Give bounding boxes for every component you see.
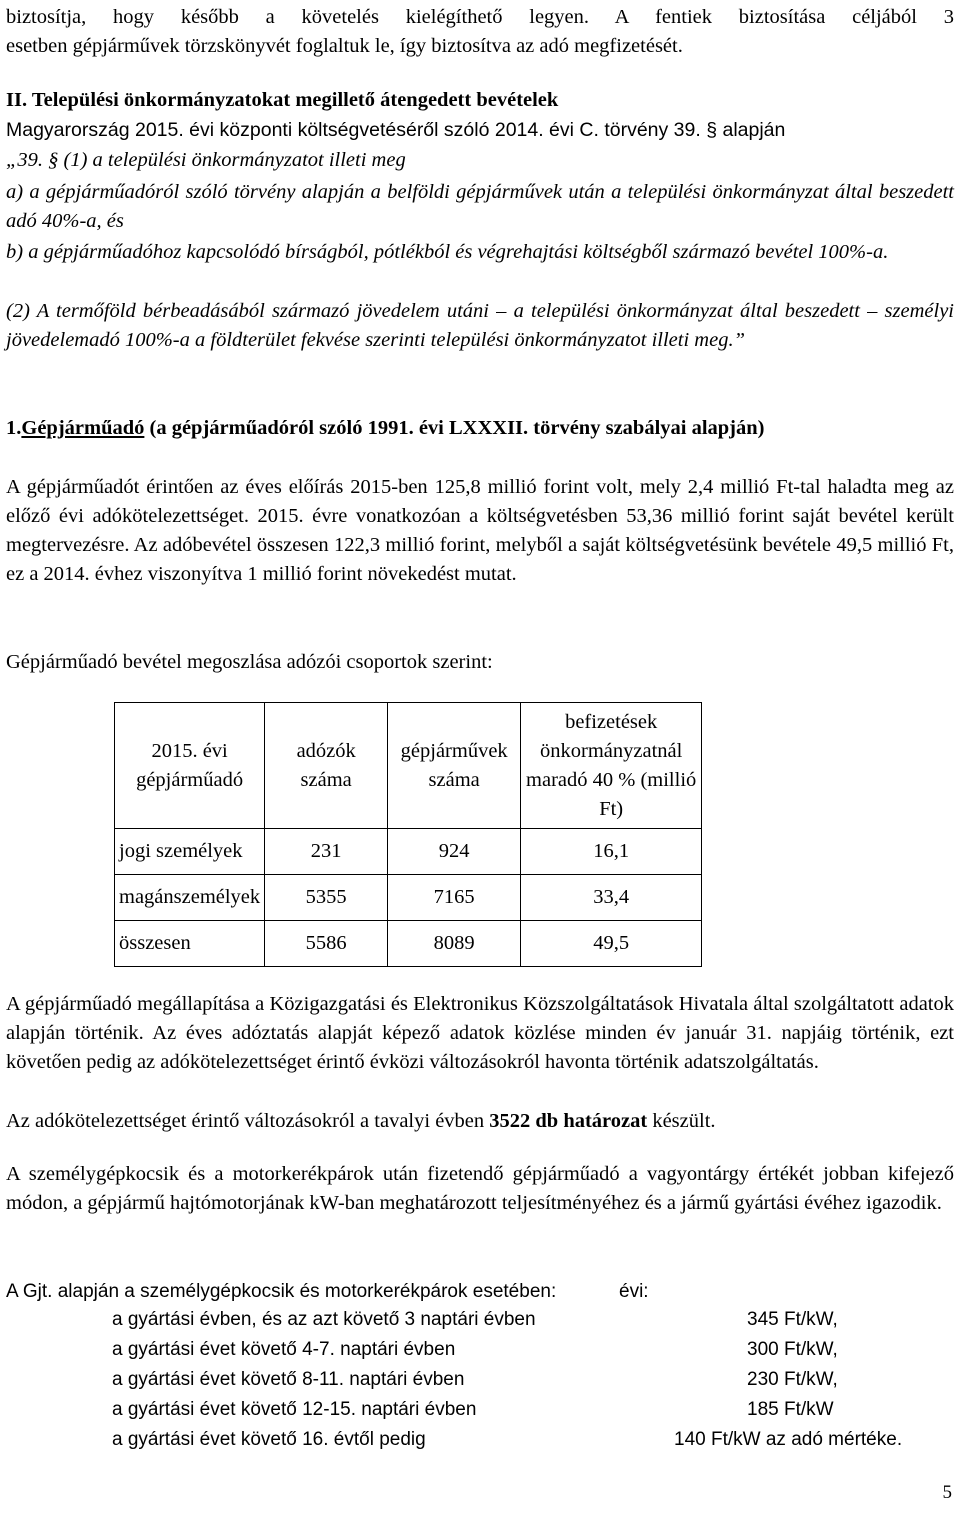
rates-intro-suffix: évi: xyxy=(619,1281,649,1302)
table-cell: 5586 xyxy=(265,921,388,967)
table-cell: 16,1 xyxy=(521,829,702,875)
rate-label: a gyártási évet követő 4-7. naptári évben xyxy=(112,1339,456,1360)
law-reference: Magyarország 2015. évi központi költségvetéséről szóló 2014. évi C. törvény 39. § alapján xyxy=(6,119,786,141)
table-cell: jogi személyek xyxy=(115,829,265,875)
header-cell: befizetések önkormányzatnál maradó 40 % (millió Ft) xyxy=(521,703,702,829)
subsection-heading xyxy=(6,414,764,443)
table-cell: 924 xyxy=(388,829,521,875)
paragraph-tax-basis: A személygépkocsik és a motorkerékpárok után fizetendő gépjárműadó a vagyontárgy értékét jobban kifejező módon, a gépjármű hajtómotorjának kW-ban meghatározott teljesítményéhez és a jármű gyártási évéhez igazodik. xyxy=(6,1163,954,1214)
table-cell: 5355 xyxy=(265,875,388,921)
table-cell: összesen xyxy=(115,921,265,967)
table-row xyxy=(115,875,702,921)
rates-list xyxy=(112,1305,952,1455)
header-cell: adózók száma xyxy=(265,703,388,829)
intro-line-2: esetben gépjárművek törzskönyvét foglaltuk le, így biztosítva az adó megfizetését. xyxy=(6,35,683,57)
table-cell: 8089 xyxy=(388,921,521,967)
rate-row xyxy=(112,1335,952,1365)
rate-value: 230 Ft/kW, xyxy=(747,1369,838,1390)
table-cell: 7165 xyxy=(388,875,521,921)
quote-paragraph-2: (2) A termőföld bérbeadásából származó jövedelem utáni – a települési önkormányzat által beszedett – személyi jövedelemadó 100%-a a földterület fekvése szerinti települési önkormányzatot illeti meg.” xyxy=(6,300,954,351)
table-row xyxy=(115,921,702,967)
header-cell: gépjárművek száma xyxy=(388,703,521,829)
rate-value: 345 Ft/kW, xyxy=(747,1309,838,1330)
table-caption: Gépjárműadó bevétel megoszlása adózói csoportok szerint: xyxy=(6,651,493,673)
rate-row xyxy=(112,1395,952,1425)
table-header-row xyxy=(115,703,702,829)
rate-row xyxy=(112,1305,952,1335)
paragraph-decisions xyxy=(6,1107,716,1136)
decisions-count: 3522 db határozat xyxy=(489,1110,648,1132)
table-cell: 33,4 xyxy=(521,875,702,921)
decisions-text-after: készült. xyxy=(647,1110,716,1132)
paragraph-data-source: A gépjárműadó megállapítása a Közigazgatási és Elektronikus Közszolgáltatások Hivatala által szolgáltatott adatok alapján történik. Az éves adóztatás alapját képező adatok közlése minden év január 31. napjáig történik, ezt követően pedig az adókötelezettséget érintő évközi változásokról havonta történik adatszolgáltatás. xyxy=(6,993,954,1073)
vehicle-tax-table xyxy=(114,702,702,967)
section-heading: II. Települési önkormányzatokat megillető átengedett bevételek xyxy=(6,89,559,111)
table-row xyxy=(115,829,702,875)
rate-value: 140 Ft/kW az adó mértéke. xyxy=(674,1429,903,1450)
rate-label: a gyártási évet követő 16. évtől pedig xyxy=(112,1429,426,1450)
table-cell: 49,5 xyxy=(521,921,702,967)
rate-label: a gyártási évet követő 8-11. naptári évben xyxy=(112,1369,465,1390)
rate-row xyxy=(112,1365,952,1395)
rate-label: a gyártási évet követő 12-15. naptári évben xyxy=(112,1399,477,1420)
quote-point-a: a) a gépjárműadóról szóló törvény alapján a belföldi gépjárművek után a települési önkormányzat által beszedett adó 40%-a, és xyxy=(6,181,954,232)
subsection-title: Gépjárműadó xyxy=(21,417,145,439)
rates-intro-text: A Gjt. alapján a személygépkocsik és motorkerékpárok esetében: xyxy=(6,1281,557,1302)
rate-value: 185 Ft/kW xyxy=(747,1399,834,1420)
rate-label: a gyártási évben, és az azt követő 3 naptári évben xyxy=(112,1309,536,1330)
quote-point-b: b) a gépjárműadóhoz kapcsolódó bírságból, pótlékból és végrehajtási költségből származó bevétel 100%-a. xyxy=(6,241,889,263)
table-cell: 231 xyxy=(265,829,388,875)
page-number: 5 xyxy=(942,1482,952,1503)
intro-line-1: biztosítja, hogy később a követelés kielégíthető legyen. A fentiek biztosítása céljából 3 xyxy=(6,6,954,28)
rate-row xyxy=(112,1425,952,1455)
subsection-law: (a gépjárműadóról szóló 1991. évi LXXXII. törvény szabályai alapján) xyxy=(144,417,765,439)
decisions-text-before: Az adókötelezettséget érintő változásokról a tavalyi évben xyxy=(6,1110,490,1132)
subsection-number: 1. xyxy=(6,417,22,439)
table-cell: magánszemélyek xyxy=(115,875,265,921)
header-cell: 2015. évi gépjárműadó xyxy=(115,703,265,829)
rate-value: 300 Ft/kW, xyxy=(747,1339,838,1360)
rates-intro xyxy=(6,1277,556,1306)
quote-line-1: „39. § (1) a települési önkormányzatot illeti meg xyxy=(6,149,406,171)
paragraph-vehicle-tax-revenue: A gépjárműadót érintően az éves előírás 2015-ben 125,8 millió forint volt, mely 2,4 millió Ft-tal haladta meg az előző évi adókötelezettséget. 2015. évre vonatkozóan a költségvetésben 53,36 millió forint saját bevétel került megtervezésre. Az adóbevétel összesen 122,3 millió forint, melyből a saját költségvetésünk bevétele 49,5 millió Ft, ez a 2014. évhez viszonyítva 1 millió forint növekedést mutat. xyxy=(6,476,954,585)
